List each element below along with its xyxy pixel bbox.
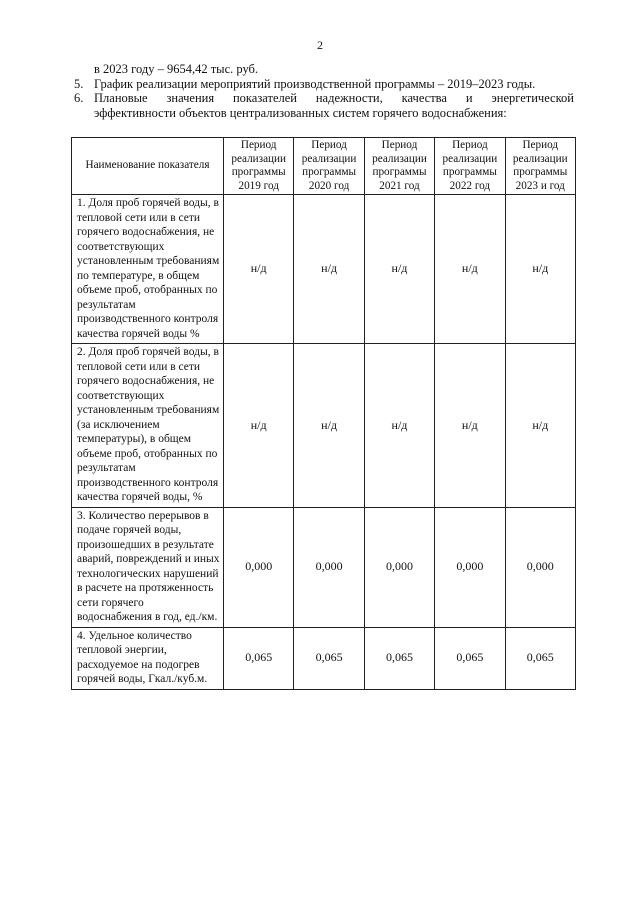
table-cell: 0,065 xyxy=(224,627,294,689)
indicator-name: 2. Доля проб горячей воды, в тепловой сети или в сети горячего водоснабжения, не соответствующих установленным требованиям (за исключением температуры), в общем объеме проб, отобранных по результатам производственного контроля качества горячей воды, % xyxy=(72,344,224,508)
list-item-5 xyxy=(74,77,574,92)
indicator-name: 4. Удельное количество тепловой энергии, расходуемое на подогрев горячей воды, Гкал./куб.м. xyxy=(72,627,224,689)
table-cell: н/д xyxy=(224,195,294,344)
table-cell: 0,000 xyxy=(224,507,294,627)
table-cell: н/д xyxy=(224,344,294,508)
table-cell: н/д xyxy=(505,195,575,344)
list-item-6 xyxy=(74,91,574,106)
table-cell: 0,000 xyxy=(505,507,575,627)
table-cell: н/д xyxy=(294,344,364,508)
table-header-row xyxy=(72,138,576,195)
header-period-2019: Период реализации программы 2019 год xyxy=(224,138,294,195)
header-period-2023: Период реализации программы 2023 и год xyxy=(505,138,575,195)
item-number: 6. xyxy=(74,91,84,105)
header-period-2021: Период реализации программы 2021 год xyxy=(364,138,434,195)
intro-text xyxy=(74,62,574,120)
table-row xyxy=(72,344,576,508)
table-cell: 0,065 xyxy=(505,627,575,689)
table-cell: н/д xyxy=(435,195,505,344)
indicator-name: 1. Доля проб горячей воды, в тепловой сети или в сети горячего водоснабжения, не соответствующих установленным требованиям по температуре, в общем объеме проб, отобранных по результатам производственного контроля качества горячей воды % xyxy=(72,195,224,344)
table-cell: 0,065 xyxy=(435,627,505,689)
indicator-name: 3. Количество перерывов в подаче горячей воды, произошедших в результате аварий, повреждений и иных технологических нарушений в расчете на протяженность сети горячего водоснабжения в год, ед./км. xyxy=(72,507,224,627)
item-text: эффективности объектов централизованных систем горячего водоснабжения: xyxy=(94,105,507,120)
table-cell: н/д xyxy=(294,195,364,344)
page-number: 2 xyxy=(317,38,323,52)
table-row xyxy=(72,507,576,627)
table-cell: 0,000 xyxy=(294,507,364,627)
header-period-2022: Период реализации программы 2022 год xyxy=(435,138,505,195)
indicators-table xyxy=(71,137,576,690)
budget-line: в 2023 году – 9654,42 тыс. руб. xyxy=(94,62,259,76)
table-cell: 0,065 xyxy=(364,627,434,689)
table-cell: 0,065 xyxy=(294,627,364,689)
item-number: 5. xyxy=(74,76,84,91)
item-text: Плановые значения показателей надежности, качества и энергетической xyxy=(94,91,574,105)
table-cell: 0,000 xyxy=(435,507,505,627)
item-text: График реализации мероприятий производственной программы – 2019–2023 годы. xyxy=(94,76,536,91)
table-cell: 0,000 xyxy=(364,507,434,627)
table-cell: н/д xyxy=(364,195,434,344)
table-cell: н/д xyxy=(364,344,434,508)
table-cell: н/д xyxy=(505,344,575,508)
list-item-6-continuation xyxy=(74,106,574,121)
table-row xyxy=(72,627,576,689)
table-cell: н/д xyxy=(435,344,505,508)
header-indicator-name: Наименование показателя xyxy=(72,138,224,195)
table-row xyxy=(72,195,576,344)
header-period-2020: Период реализации программы 2020 год xyxy=(294,138,364,195)
